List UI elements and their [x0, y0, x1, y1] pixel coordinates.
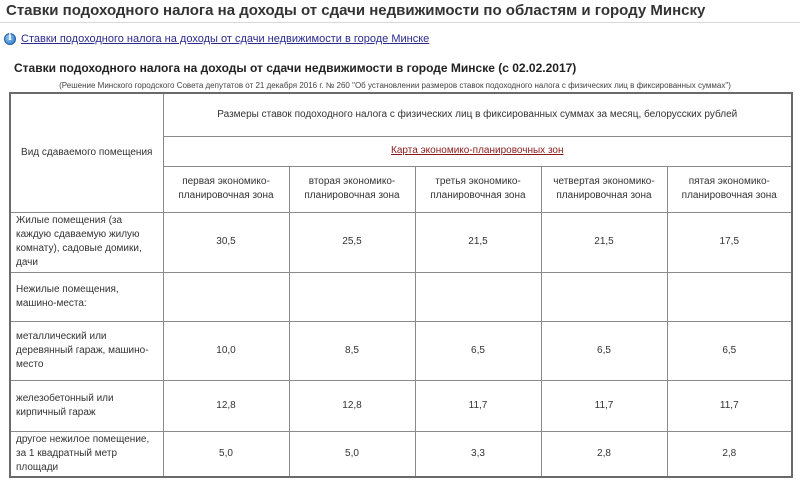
rate-cell: 6,5 — [667, 321, 792, 380]
table-row — [10, 212, 792, 272]
rate-cell: 25,5 — [289, 212, 415, 272]
row-label: железобетонный или кирпичный гараж — [10, 380, 163, 431]
row-label: металлический или деревянный гараж, машино-место — [10, 321, 163, 380]
rate-cell: 6,5 — [541, 321, 667, 380]
rate-cell: 3,3 — [415, 431, 541, 477]
title-divider — [0, 22, 800, 23]
rate-cell: 8,5 — [289, 321, 415, 380]
rate-cell: 5,0 — [163, 431, 289, 477]
minsk-rates-link[interactable]: Ставки подоходного налога на доходы от сдачи недвижимости в городе Минске — [21, 33, 430, 45]
minsk-rates-link-row[interactable] — [4, 31, 429, 47]
rate-cell: 2,8 — [541, 431, 667, 477]
table-row — [10, 431, 792, 477]
rate-cell: 6,5 — [415, 321, 541, 380]
table-row — [10, 272, 792, 321]
rate-cell: 12,8 — [163, 380, 289, 431]
rate-cell: 30,5 — [163, 212, 289, 272]
decision-note: (Решение Минского городского Совета депутатов от 21 декабря 2016 г. № 260 "Об установлении размеров ставок подоходного налога с физических лиц в фиксированных суммах") — [59, 81, 731, 90]
rate-cell — [415, 272, 541, 321]
row-label: другое нежилое помещение, за 1 квадратный метр площади — [10, 431, 163, 477]
rate-cell — [163, 272, 289, 321]
col-header-rates: Размеры ставок подоходного налога с физических лиц в фиксированных суммах за месяц, белорусских рублей — [163, 93, 792, 136]
rate-cell: 11,7 — [541, 380, 667, 431]
rate-cell: 12,8 — [289, 380, 415, 431]
zone-header-5: пятая экономико-планировочная зона — [667, 166, 792, 212]
zone-map-cell — [163, 136, 792, 166]
table-row — [10, 321, 792, 380]
rate-cell: 2,8 — [667, 431, 792, 477]
zone-header-1: первая экономико-планировочная зона — [163, 166, 289, 212]
table-row — [10, 380, 792, 431]
rate-cell — [289, 272, 415, 321]
row-label: Нежилые помещения, машино-места: — [10, 272, 163, 321]
rate-cell: 10,0 — [163, 321, 289, 380]
col-header-premises-type: Вид сдаваемого помещения — [10, 93, 163, 212]
rate-cell — [667, 272, 792, 321]
rates-table — [9, 92, 793, 478]
rate-cell: 11,7 — [415, 380, 541, 431]
zone-header-2: вторая экономико-планировочная зона — [289, 166, 415, 212]
zone-header-4: четвертая экономико-планировочная зона — [541, 166, 667, 212]
rate-cell: 21,5 — [541, 212, 667, 272]
rate-cell: 17,5 — [667, 212, 792, 272]
rate-cell: 11,7 — [667, 380, 792, 431]
rate-cell: 5,0 — [289, 431, 415, 477]
zone-header-3: третья экономико-планировочная зона — [415, 166, 541, 212]
section-subtitle: Ставки подоходного налога на доходы от сдачи недвижимости в городе Минске (с 02.02.2017) — [14, 61, 577, 75]
info-icon — [4, 33, 16, 45]
rate-cell — [541, 272, 667, 321]
rate-cell: 21,5 — [415, 212, 541, 272]
page-title: Ставки подоходного налога на доходы от сдачи недвижимости по областям и городу Минску — [6, 2, 706, 19]
zone-map-link[interactable]: Карта экономико-планировочных зон — [391, 145, 564, 156]
row-label: Жилые помещения (за каждую сдаваемую жилую комнату), садовые домики, дачи — [10, 212, 163, 272]
